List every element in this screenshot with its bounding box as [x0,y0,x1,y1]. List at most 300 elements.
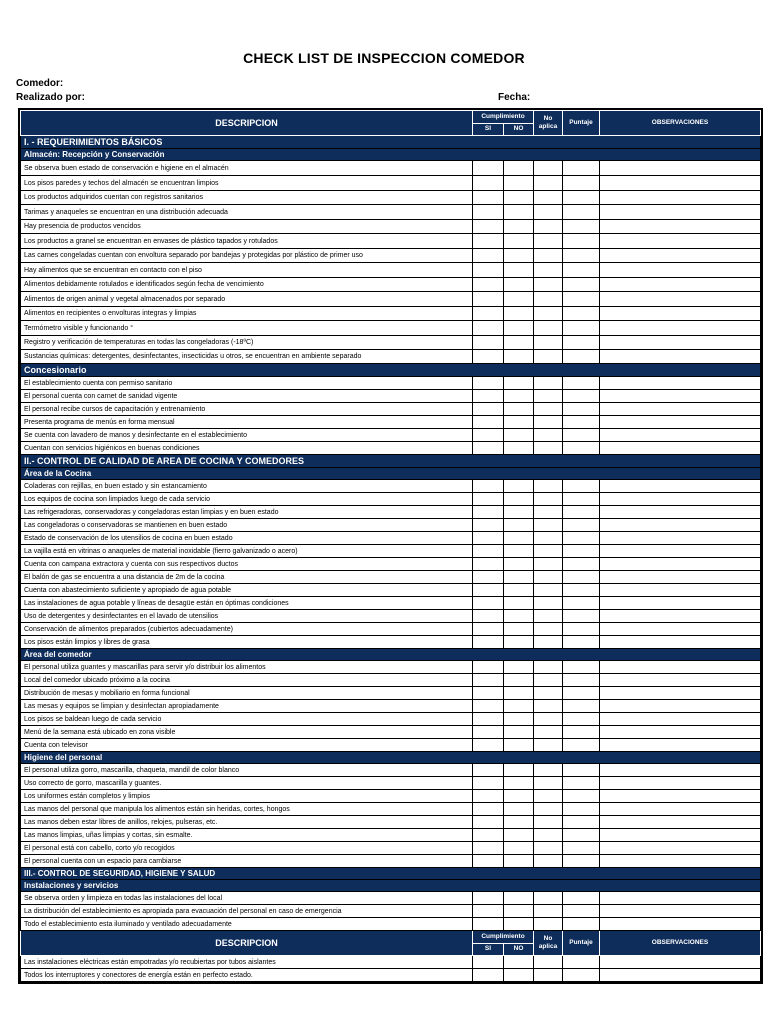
no-aplica-cell[interactable] [534,416,563,429]
item-description: Coladeras con rejillas, en buen estado y sin estancamiento [21,480,473,493]
no-aplica-cell[interactable] [534,636,563,649]
si-cell[interactable] [473,700,504,713]
puntaje-cell[interactable] [563,191,600,205]
no-aplica-cell[interactable] [534,161,563,176]
observaciones-cell[interactable] [600,597,761,610]
si-cell[interactable] [473,571,504,584]
observaciones-cell[interactable] [600,493,761,506]
no-cell[interactable] [504,377,534,390]
si-cell[interactable] [473,956,504,969]
subsection-header-row [21,868,761,880]
section-title: Instalaciones y servicios [21,880,761,892]
si-cell[interactable] [473,278,504,292]
puntaje-cell[interactable] [563,855,600,868]
observaciones-cell[interactable] [600,892,761,905]
si-cell[interactable] [473,623,504,636]
puntaje-cell[interactable] [563,336,600,350]
no-cell[interactable] [504,558,534,571]
puntaje-cell[interactable] [563,234,600,249]
si-cell[interactable] [473,292,504,307]
si-cell[interactable] [473,532,504,545]
puntaje-cell[interactable] [563,956,600,969]
no-cell[interactable] [504,249,534,263]
no-aplica-cell[interactable] [534,176,563,191]
section-title: Concesionario [21,364,761,377]
no-aplica-cell[interactable] [534,726,563,739]
no-aplica-cell[interactable] [534,597,563,610]
puntaje-cell[interactable] [563,597,600,610]
si-cell[interactable] [473,205,504,220]
puntaje-cell[interactable] [563,905,600,918]
no-cell[interactable] [504,571,534,584]
si-cell[interactable] [473,969,504,982]
no-cell[interactable] [504,176,534,191]
no-cell[interactable] [504,545,534,558]
si-cell[interactable] [473,176,504,191]
no-cell[interactable] [504,480,534,493]
observaciones-cell[interactable] [600,176,761,191]
si-cell[interactable] [473,610,504,623]
observaciones-cell[interactable] [600,661,761,674]
no-aplica-cell[interactable] [534,506,563,519]
observaciones-cell[interactable] [600,249,761,263]
observaciones-cell[interactable] [600,403,761,416]
no-aplica-cell[interactable] [534,480,563,493]
puntaje-cell[interactable] [563,429,600,442]
no-cell[interactable] [504,623,534,636]
si-cell[interactable] [473,191,504,205]
no-aplica-cell[interactable] [534,442,563,455]
si-cell[interactable] [473,892,504,905]
no-cell[interactable] [504,829,534,842]
puntaje-cell[interactable] [563,442,600,455]
item-description: Las instalaciones de agua potable y líneas de desagüe están en óptimas condiciones [21,597,473,610]
item-description: Alimentos en recipientes o envolturas integras y limpias [21,307,473,321]
puntaje-cell[interactable] [563,687,600,700]
puntaje-cell[interactable] [563,519,600,532]
item-description: Todos los interruptores y conectores de energía están en perfecto estado. [21,969,473,982]
no-aplica-cell[interactable] [534,558,563,571]
puntaje-cell[interactable] [563,726,600,739]
no-aplica-cell[interactable] [534,263,563,278]
observaciones-cell[interactable] [600,336,761,350]
observaciones-cell[interactable] [600,191,761,205]
no-cell[interactable] [504,777,534,790]
observaciones-cell[interactable] [600,480,761,493]
checklist-row [21,918,761,931]
puntaje-cell[interactable] [563,377,600,390]
observaciones-cell[interactable] [600,918,761,931]
item-description: Uso correcto de gorro, mascarilla y guantes. [21,777,473,790]
no-cell[interactable] [504,816,534,829]
si-cell[interactable] [473,597,504,610]
no-cell[interactable] [504,739,534,752]
observaciones-cell[interactable] [600,905,761,918]
puntaje-cell[interactable] [563,764,600,777]
puntaje-cell[interactable] [563,545,600,558]
puntaje-cell[interactable] [563,220,600,234]
checklist-row [21,336,761,350]
no-aplica-cell[interactable] [534,234,563,249]
no-aplica-cell[interactable] [534,918,563,931]
puntaje-cell[interactable] [563,777,600,790]
observaciones-cell[interactable] [600,292,761,307]
no-cell[interactable] [504,584,534,597]
puntaje-cell[interactable] [563,506,600,519]
observaciones-cell[interactable] [600,829,761,842]
puntaje-cell[interactable] [563,321,600,336]
no-aplica-cell[interactable] [534,739,563,752]
no-cell[interactable] [504,674,534,687]
no-aplica-cell[interactable] [534,390,563,403]
puntaje-header: Puntaje [563,111,600,136]
si-cell[interactable] [473,336,504,350]
no-aplica-cell[interactable] [534,292,563,307]
puntaje-cell[interactable] [563,416,600,429]
no-aplica-cell[interactable] [534,777,563,790]
no-aplica-cell[interactable] [534,905,563,918]
si-cell[interactable] [473,350,504,364]
si-cell[interactable] [473,429,504,442]
si-cell[interactable] [473,321,504,336]
si-cell[interactable] [473,803,504,816]
no-aplica-cell[interactable] [534,816,563,829]
puntaje-cell[interactable] [563,674,600,687]
observaciones-cell[interactable] [600,803,761,816]
observaciones-cell[interactable] [600,532,761,545]
puntaje-cell[interactable] [563,803,600,816]
puntaje-cell[interactable] [563,558,600,571]
no-aplica-cell[interactable] [534,829,563,842]
item-description: Los pisos se baldean luego de cada servicio [21,713,473,726]
observaciones-cell[interactable] [600,377,761,390]
si-cell[interactable] [473,220,504,234]
no-cell[interactable] [504,726,534,739]
item-description: Se cuenta con lavadero de manos y desinfectante en el establecimiento [21,429,473,442]
no-cell[interactable] [504,764,534,777]
si-cell[interactable] [473,829,504,842]
no-aplica-cell[interactable] [534,956,563,969]
observaciones-cell[interactable] [600,220,761,234]
si-cell[interactable] [473,636,504,649]
checklist-row [21,249,761,263]
si-cell[interactable] [473,416,504,429]
no-cell[interactable] [504,234,534,249]
no-aplica-cell[interactable] [534,610,563,623]
observaciones-cell[interactable] [600,687,761,700]
no-cell[interactable] [504,336,534,350]
si-cell[interactable] [473,842,504,855]
no-aplica-cell[interactable] [534,803,563,816]
observaciones-cell[interactable] [600,205,761,220]
no-aplica-cell[interactable] [534,855,563,868]
puntaje-cell[interactable] [563,390,600,403]
checklist-row [21,713,761,726]
section-title: Almacén: Recepción y Conservación [21,149,761,161]
no-cell[interactable] [504,905,534,918]
no-cell[interactable] [504,532,534,545]
section-title: III.- CONTROL DE SEGURIDAD, HIGIENE Y SALUD [21,868,761,880]
observaciones-cell[interactable] [600,278,761,292]
no-cell[interactable] [504,956,534,969]
section-title: I. - REQUERIMIENTOS BÁSICOS [21,136,761,149]
puntaje-cell[interactable] [563,532,600,545]
no-aplica-cell[interactable] [534,191,563,205]
puntaje-cell[interactable] [563,661,600,674]
no-cell[interactable] [504,842,534,855]
observaciones-cell[interactable] [600,969,761,982]
observaciones-cell[interactable] [600,307,761,321]
puntaje-cell[interactable] [563,623,600,636]
no-cell[interactable] [504,661,534,674]
no-cell[interactable] [504,713,534,726]
observaciones-cell[interactable] [600,545,761,558]
no-aplica-cell[interactable] [534,764,563,777]
descripcion-header: DESCRIPCION [21,111,473,136]
no-aplica-cell[interactable] [534,790,563,803]
no-cell[interactable] [504,892,534,905]
puntaje-cell[interactable] [563,918,600,931]
puntaje-cell[interactable] [563,176,600,191]
observaciones-cell[interactable] [600,442,761,455]
no-cell[interactable] [504,442,534,455]
checklist-row [21,506,761,519]
puntaje-cell[interactable] [563,892,600,905]
puntaje-cell[interactable] [563,969,600,982]
si-cell[interactable] [473,584,504,597]
si-header: SI [473,943,504,956]
no-cell[interactable] [504,161,534,176]
observaciones-cell[interactable] [600,161,761,176]
puntaje-cell[interactable] [563,350,600,364]
no-cell[interactable] [504,429,534,442]
item-description: Se observa orden y limpieza en todas las instalaciones del local [21,892,473,905]
no-aplica-cell[interactable] [534,307,563,321]
no-aplica-cell[interactable] [534,700,563,713]
puntaje-cell[interactable] [563,700,600,713]
si-cell[interactable] [473,442,504,455]
puntaje-cell[interactable] [563,842,600,855]
no-cell[interactable] [504,700,534,713]
no-aplica-cell[interactable] [534,429,563,442]
cumplimiento-header: Cumplimiento [473,111,534,124]
si-cell[interactable] [473,307,504,321]
no-aplica-cell[interactable] [534,584,563,597]
observaciones-cell[interactable] [600,842,761,855]
no-aplica-cell[interactable] [534,403,563,416]
observaciones-cell[interactable] [600,390,761,403]
si-cell[interactable] [473,918,504,931]
no-aplica-cell[interactable] [534,350,563,364]
puntaje-cell[interactable] [563,790,600,803]
no-cell[interactable] [504,321,534,336]
no-cell[interactable] [504,263,534,278]
si-cell[interactable] [473,480,504,493]
si-cell[interactable] [473,790,504,803]
no-aplica-cell[interactable] [534,493,563,506]
no-cell[interactable] [504,205,534,220]
no-aplica-cell[interactable] [534,278,563,292]
no-aplica-cell[interactable] [534,220,563,234]
puntaje-cell[interactable] [563,610,600,623]
no-aplica-cell[interactable] [534,377,563,390]
no-cell[interactable] [504,790,534,803]
si-cell[interactable] [473,263,504,278]
observaciones-cell[interactable] [600,739,761,752]
observaciones-cell[interactable] [600,263,761,278]
no-cell[interactable] [504,403,534,416]
observaciones-cell[interactable] [600,571,761,584]
si-cell[interactable] [473,726,504,739]
no-aplica-cell[interactable] [534,249,563,263]
observaciones-cell[interactable] [600,558,761,571]
puntaje-cell[interactable] [563,205,600,220]
no-aplica-cell[interactable] [534,532,563,545]
no-aplica-cell[interactable] [534,842,563,855]
no-cell[interactable] [504,350,534,364]
si-cell[interactable] [473,674,504,687]
no-cell[interactable] [504,506,534,519]
no-aplica-cell[interactable] [534,687,563,700]
no-cell[interactable] [504,610,534,623]
si-cell[interactable] [473,777,504,790]
checklist-row [21,220,761,234]
puntaje-cell[interactable] [563,292,600,307]
observaciones-cell[interactable] [600,350,761,364]
si-cell[interactable] [473,506,504,519]
observaciones-cell[interactable] [600,610,761,623]
subsection-header-row [21,649,761,661]
no-cell[interactable] [504,597,534,610]
observaciones-cell[interactable] [600,506,761,519]
no-aplica-cell[interactable] [534,205,563,220]
puntaje-cell[interactable] [563,636,600,649]
item-description: Alimentos de origen animal y vegetal almacenados por separado [21,292,473,307]
item-description: El personal cuenta con carnet de sanidad vigente [21,390,473,403]
puntaje-cell[interactable] [563,571,600,584]
puntaje-cell[interactable] [563,493,600,506]
si-cell[interactable] [473,739,504,752]
no-aplica-cell[interactable] [534,336,563,350]
table-header-row [21,111,761,124]
observaciones-cell[interactable] [600,816,761,829]
no-aplica-cell[interactable] [534,661,563,674]
observaciones-cell[interactable] [600,321,761,336]
no-aplica-cell[interactable] [534,571,563,584]
si-cell[interactable] [473,764,504,777]
no-aplica-cell[interactable] [534,674,563,687]
puntaje-cell[interactable] [563,739,600,752]
no-aplica-cell[interactable] [534,545,563,558]
si-cell[interactable] [473,519,504,532]
observaciones-cell[interactable] [600,956,761,969]
no-cell[interactable] [504,855,534,868]
no-aplica-cell[interactable] [534,519,563,532]
no-cell[interactable] [504,687,534,700]
no-cell[interactable] [504,803,534,816]
si-cell[interactable] [473,816,504,829]
observaciones-cell[interactable] [600,519,761,532]
observaciones-cell[interactable] [600,674,761,687]
observaciones-cell[interactable] [600,726,761,739]
no-aplica-cell[interactable] [534,713,563,726]
puntaje-cell[interactable] [563,829,600,842]
no-cell[interactable] [504,493,534,506]
section-title: II.- CONTROL DE CALIDAD DE AREA DE COCINA Y COMEDORES [21,455,761,468]
si-cell[interactable] [473,545,504,558]
puntaje-cell[interactable] [563,584,600,597]
si-cell[interactable] [473,905,504,918]
si-cell[interactable] [473,687,504,700]
puntaje-cell[interactable] [563,249,600,263]
si-cell[interactable] [473,855,504,868]
item-description: El personal utiliza gorro, mascarilla, chaqueta, mandil de color blanco [21,764,473,777]
no-cell[interactable] [504,220,534,234]
si-cell[interactable] [473,713,504,726]
puntaje-cell[interactable] [563,161,600,176]
checklist-row [21,956,761,969]
no-cell[interactable] [504,278,534,292]
si-cell[interactable] [473,661,504,674]
item-description: Estado de conservación de los utensilios de cocina en buen estado [21,532,473,545]
si-cell[interactable] [473,161,504,176]
no-cell[interactable] [504,390,534,403]
no-cell[interactable] [504,519,534,532]
observaciones-cell[interactable] [600,764,761,777]
observaciones-cell[interactable] [600,416,761,429]
observaciones-cell[interactable] [600,855,761,868]
observaciones-cell[interactable] [600,790,761,803]
no-cell[interactable] [504,636,534,649]
puntaje-cell[interactable] [563,307,600,321]
puntaje-cell[interactable] [563,480,600,493]
puntaje-cell[interactable] [563,278,600,292]
no-cell[interactable] [504,307,534,321]
observaciones-cell[interactable] [600,234,761,249]
no-cell[interactable] [504,191,534,205]
observaciones-cell[interactable] [600,623,761,636]
puntaje-cell[interactable] [563,713,600,726]
item-description: El personal recibe cursos de capacitación y entrenamiento [21,403,473,416]
si-cell[interactable] [473,493,504,506]
no-aplica-cell[interactable] [534,623,563,636]
puntaje-cell[interactable] [563,816,600,829]
si-cell[interactable] [473,249,504,263]
observaciones-cell[interactable] [600,700,761,713]
no-aplica-cell[interactable] [534,321,563,336]
observaciones-cell[interactable] [600,713,761,726]
no-cell[interactable] [504,969,534,982]
no-cell[interactable] [504,292,534,307]
si-cell[interactable] [473,558,504,571]
observaciones-cell[interactable] [600,636,761,649]
no-aplica-cell[interactable] [534,892,563,905]
observaciones-cell[interactable] [600,584,761,597]
si-cell[interactable] [473,403,504,416]
observaciones-cell[interactable] [600,777,761,790]
observaciones-cell[interactable] [600,429,761,442]
section-title: Área de la Cocina [21,468,761,480]
si-cell[interactable] [473,234,504,249]
si-cell[interactable] [473,390,504,403]
no-cell[interactable] [504,416,534,429]
puntaje-cell[interactable] [563,263,600,278]
no-aplica-cell[interactable] [534,969,563,982]
si-cell[interactable] [473,377,504,390]
no-cell[interactable] [504,918,534,931]
puntaje-cell[interactable] [563,403,600,416]
checklist-row [21,519,761,532]
